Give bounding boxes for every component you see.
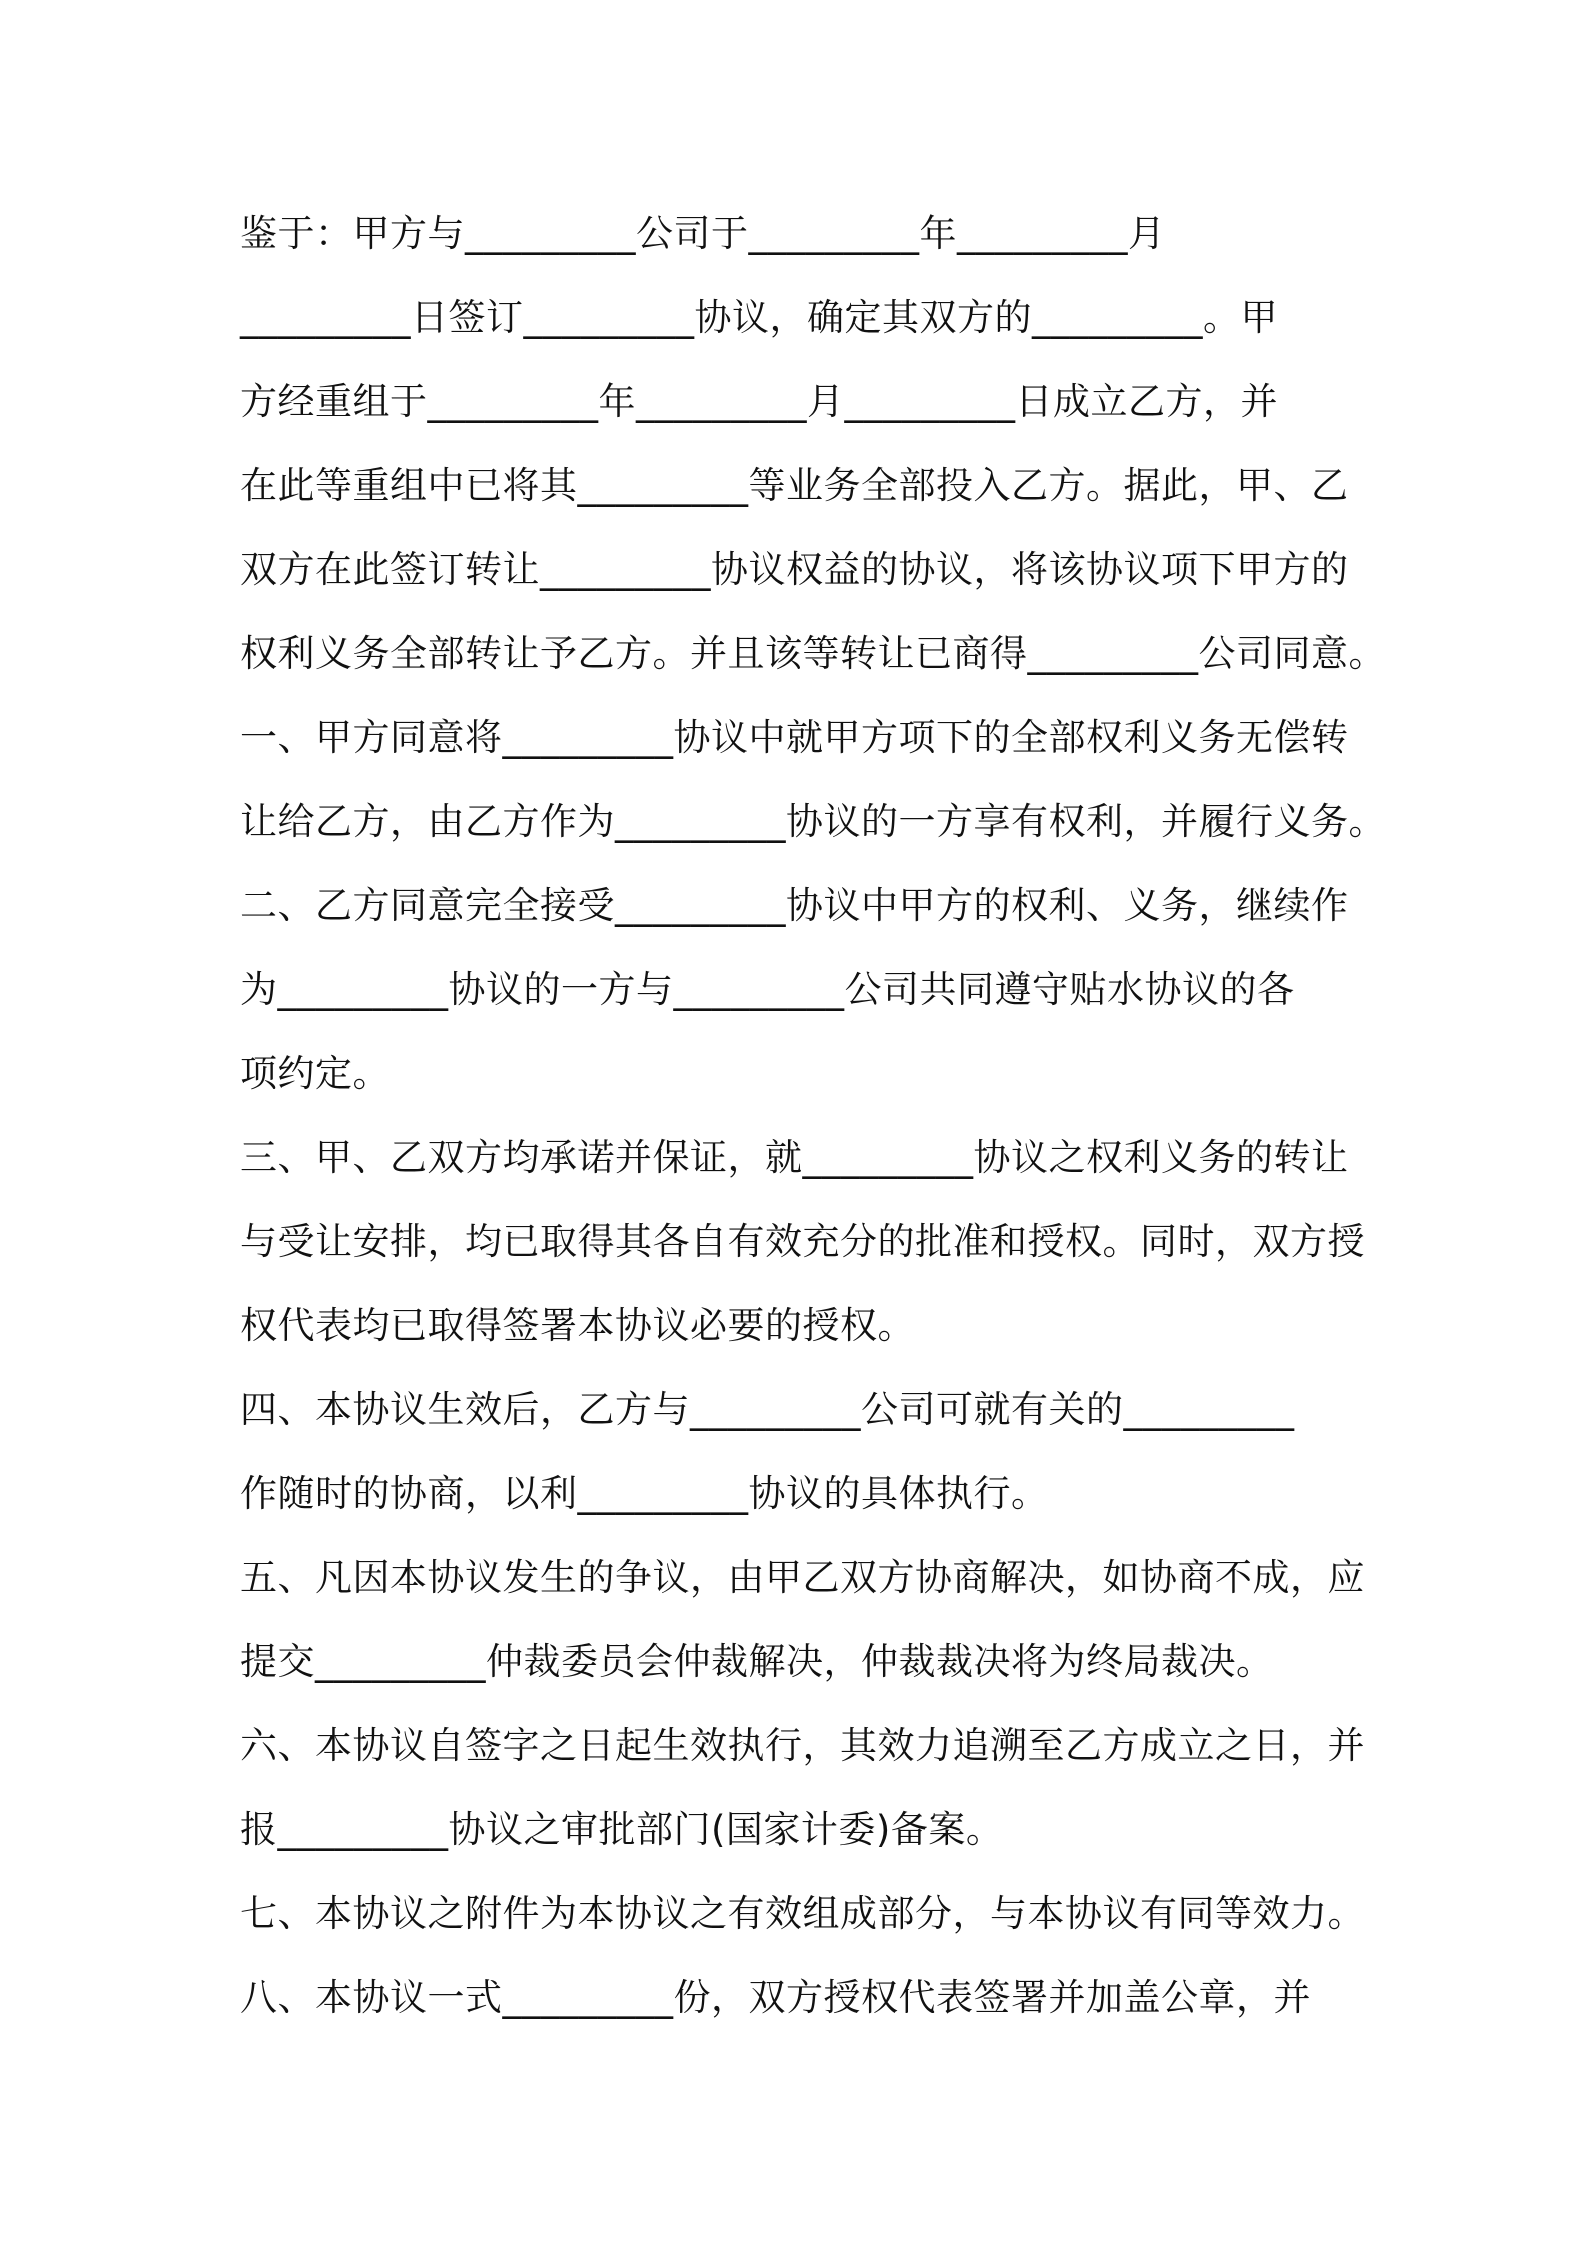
clause-3-line-2: 与受让安排，均已取得其各自有效充分的批准和授权。同时，双方授 bbox=[240, 1220, 1365, 1263]
clause-3-line-1: 三、甲、乙双方均承诺并保证，就_________协议之权利义务的转让 bbox=[240, 1136, 1349, 1179]
clause-1-line-1: 一、甲方同意将_________协议中就甲方项下的全部权利义务无偿转 bbox=[240, 716, 1349, 759]
text-line-2: _________日签订_________协议，确定其双方的_________。甲 bbox=[240, 296, 1278, 339]
clause-2-line-2: 为_________协议的一方与_________公司共同遵守贴水协议的各 bbox=[240, 968, 1295, 1011]
clause-4-line-1: 四、本协议生效后，乙方与_________公司可就有关的_________ bbox=[240, 1388, 1295, 1431]
document-body bbox=[240, 192, 1390, 2040]
clause-3-line-3: 权代表均已取得签署本协议必要的授权。 bbox=[240, 1304, 915, 1347]
clause-6-line-2: 报_________协议之审批部门(国家计委)备案。 bbox=[240, 1808, 1004, 1851]
clause-4-line-2: 作随时的协商，以利_________协议的具体执行。 bbox=[240, 1472, 1049, 1515]
clause-2-line-1: 二、乙方同意完全接受_________协议中甲方的权利、义务，继续作 bbox=[240, 884, 1349, 927]
text-line-3: 方经重组于_________年_________月_________日成立乙方，并 bbox=[240, 380, 1278, 423]
clause-5-line-2: 提交_________仲裁委员会仲裁解决，仲裁裁决将为终局裁决。 bbox=[240, 1640, 1274, 1683]
clause-2-line-3: 项约定。 bbox=[240, 1052, 390, 1095]
clause-5-line-1: 五、凡因本协议发生的争议，由甲乙双方协商解决，如协商不成，应 bbox=[240, 1556, 1365, 1599]
text-line-1: 鉴于：甲方与_________公司于_________年_________月 bbox=[240, 212, 1166, 255]
text-line-6: 权利义务全部转让予乙方。并且该等转让已商得_________公司同意。 bbox=[240, 632, 1386, 675]
text-line-5: 双方在此签订转让_________协议权益的协议，将该协议项下甲方的 bbox=[240, 548, 1349, 591]
clause-6-line-1: 六、本协议自签字之日起生效执行，其效力追溯至乙方成立之日，并 bbox=[240, 1724, 1365, 1767]
clause-1-line-2: 让给乙方，由乙方作为_________协议的一方享有权利，并履行义务。 bbox=[240, 800, 1386, 843]
clause-7-line-1: 七、本协议之附件为本协议之有效组成部分，与本协议有同等效力。 bbox=[240, 1892, 1365, 1935]
clause-8-line-1: 八、本协议一式_________份，双方授权代表签署并加盖公章，并 bbox=[240, 1976, 1311, 2019]
text-line-4: 在此等重组中已将其_________等业务全部投入乙方。据此，甲、乙 bbox=[240, 464, 1349, 507]
